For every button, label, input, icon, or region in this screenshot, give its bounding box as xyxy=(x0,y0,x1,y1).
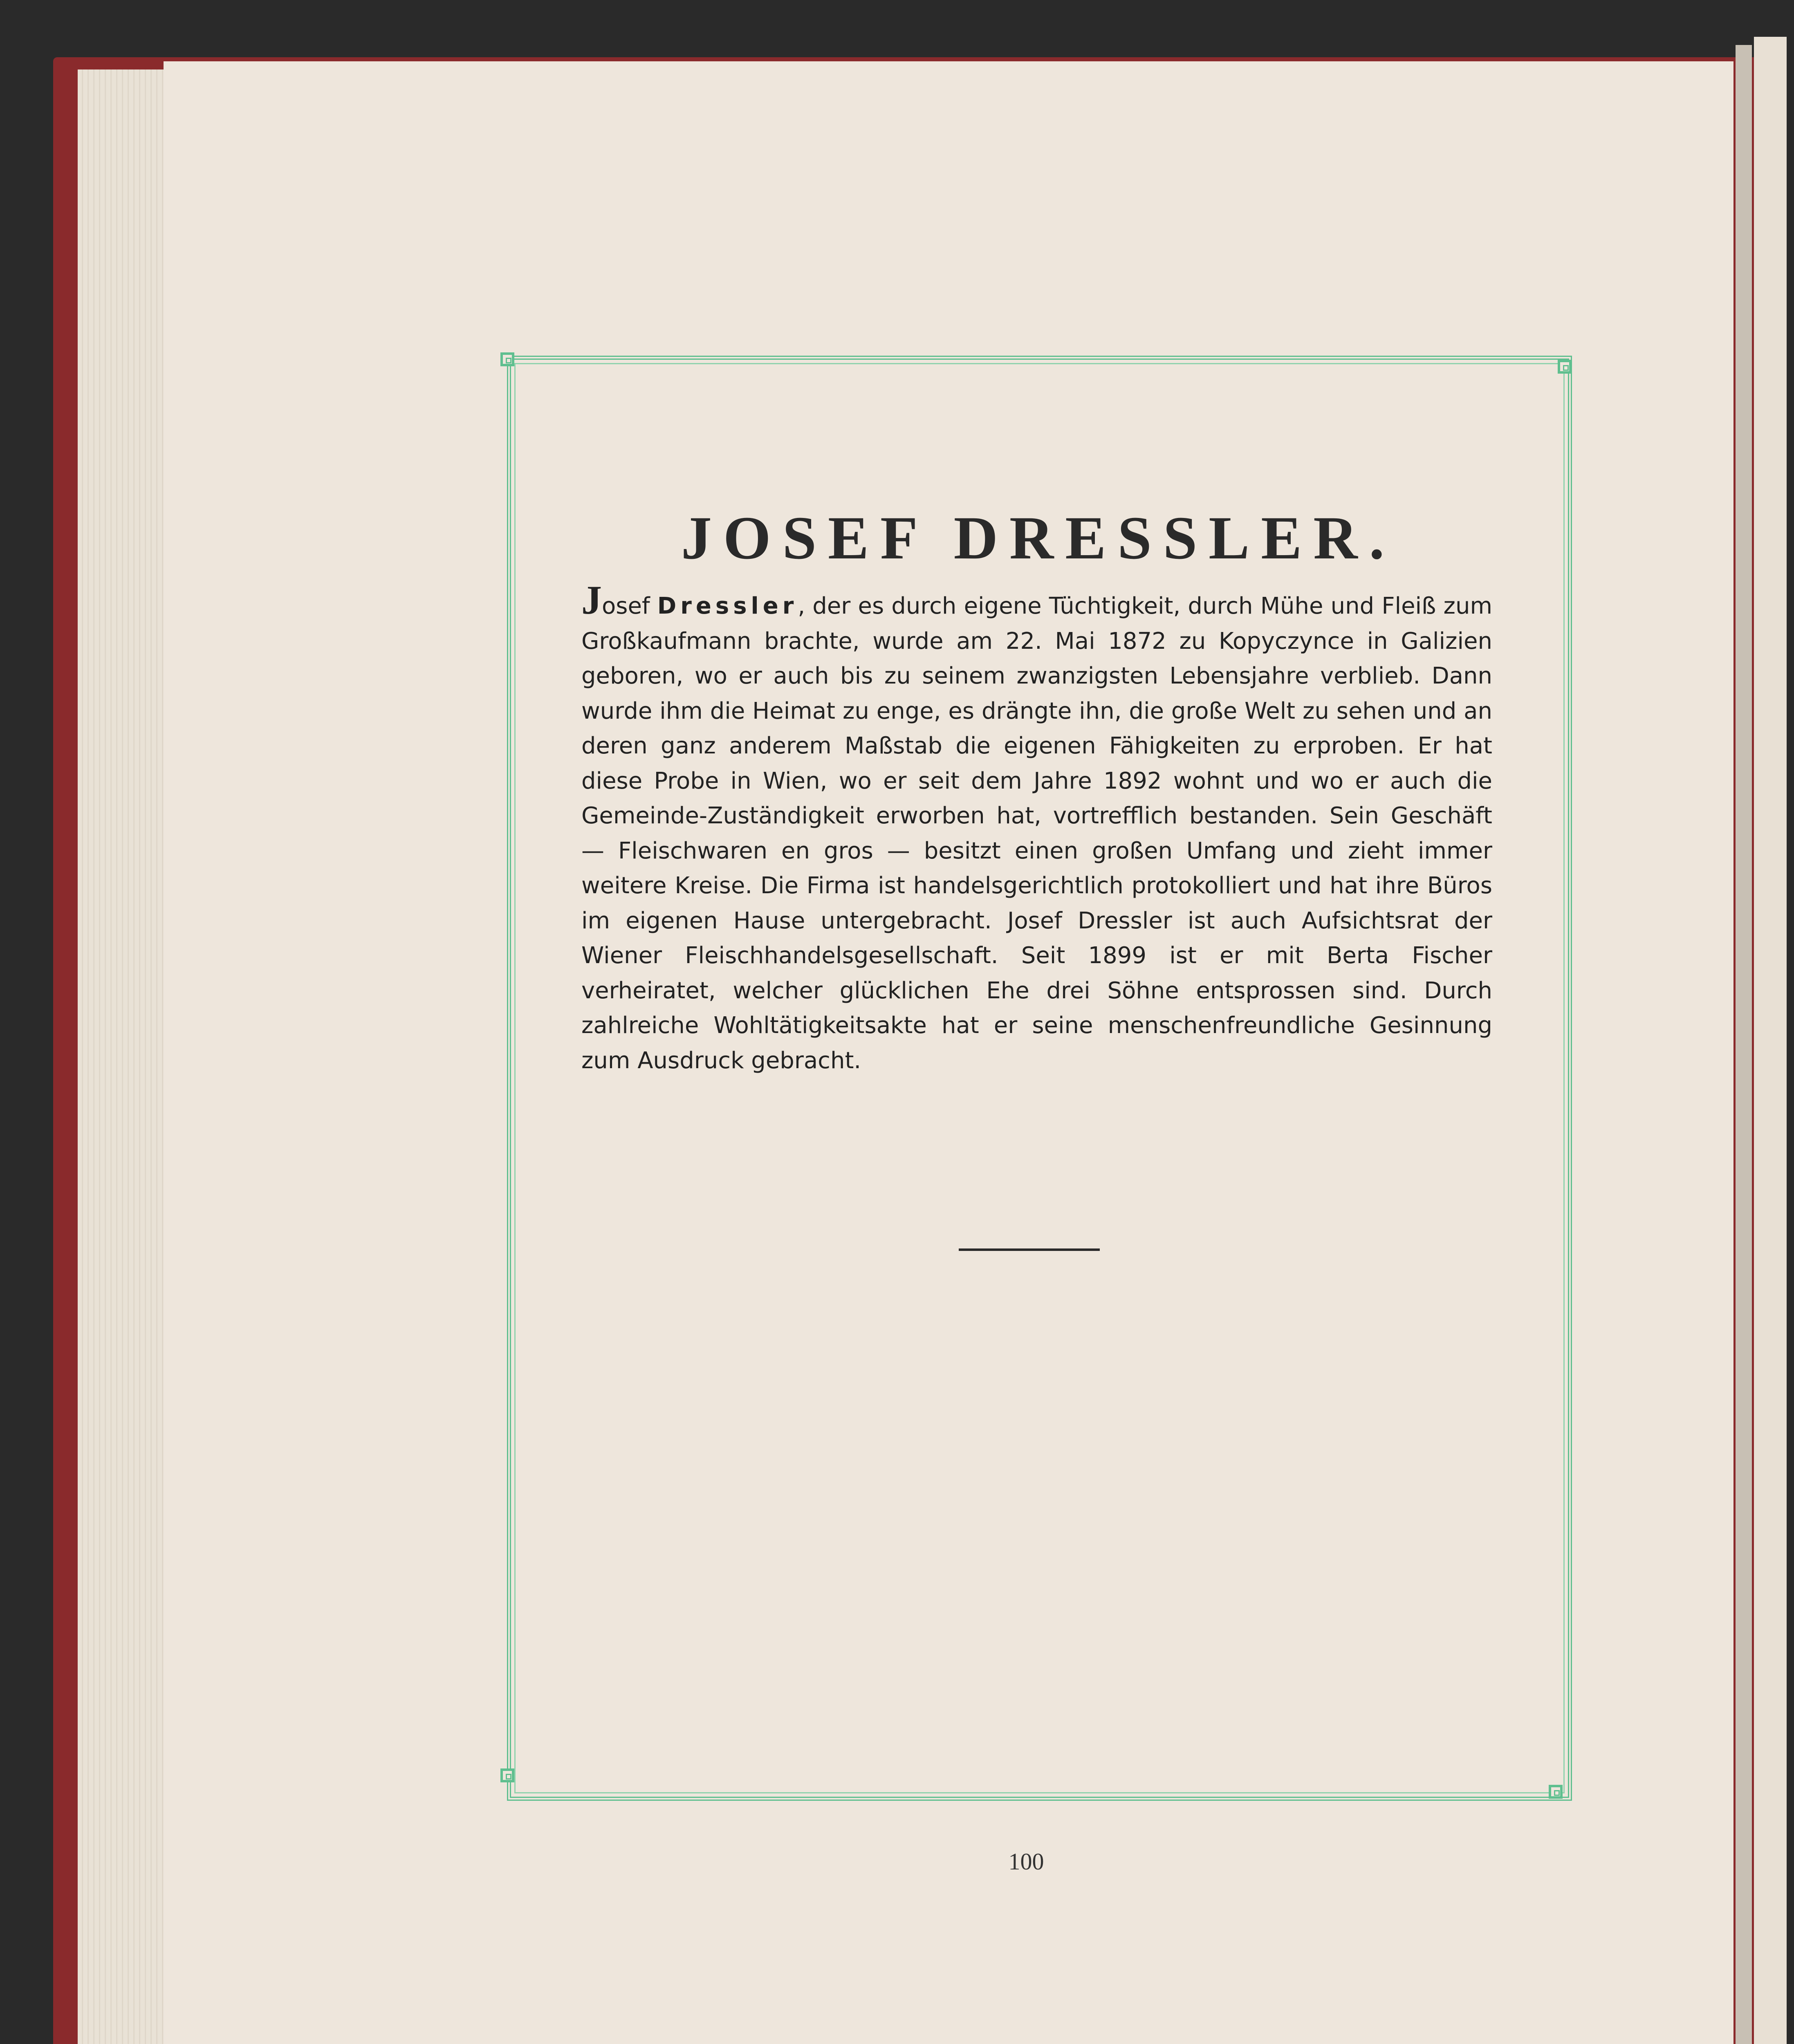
page-edges xyxy=(78,69,176,2044)
ornamental-frame-inner xyxy=(514,363,1565,1793)
book-gutter xyxy=(1736,45,1752,2044)
body-text-rest: , der es durch eigene Tüchtigkeit, durch Mühe und Fleiß zum Großkaufmann brachte, wurde am 22. Mai 1872 zu Kopyczynce in Galizien geboren, wo er auch bis zu seinem zwanzigsten Lebensjahre verblieb. Dann wurde ihm die Heimat zu enge, es drängte ihn, die große Welt zu sehen und an deren ganz anderem Maßstab die eigenen Fähigkeiten zu erproben. Er hat diese Probe in Wien, wo er seit dem Jahre 1892 wohnt und wo er auch die Gemeinde-Zuständigkeit erworben hat, vortrefflich bestanden. Sein Geschäft — Fleischwaren en gros — besitzt einen großen Umfang und zieht immer weitere Kreise. Die Firma ist handelsgerichtlich protokolliert und hat ihre Büros im eigenen Hause untergebracht. Josef Dressler ist auch Aufsichtsrat der Wiener Fleischhandelsgesellschaft. Seit 1899 ist er mit Berta Fischer verheiratet, welcher glücklichen Ehe drei Söhne entsprossen sind. Durch zahlreiche Wohltätigkeitsakte hat er seine menschenfreundliche Gesinnung zum Ausdruck gebracht. xyxy=(581,593,1492,1074)
frame-corner-ornament xyxy=(1558,360,1572,374)
article-title: JOSEF DRESSLER. xyxy=(681,504,1396,572)
first-word-rest: osef xyxy=(602,593,650,619)
spaced-name: Dressler xyxy=(657,593,798,619)
frame-corner-ornament xyxy=(500,1768,514,1782)
closing-rule xyxy=(959,1248,1100,1251)
frame-corner-ornament xyxy=(1549,1785,1563,1799)
drop-cap: J xyxy=(581,577,602,623)
page-number: 100 xyxy=(1008,1848,1044,1875)
article-body xyxy=(581,577,1492,1078)
frame-corner-ornament xyxy=(500,352,514,366)
next-page-edge xyxy=(1754,37,1787,2044)
